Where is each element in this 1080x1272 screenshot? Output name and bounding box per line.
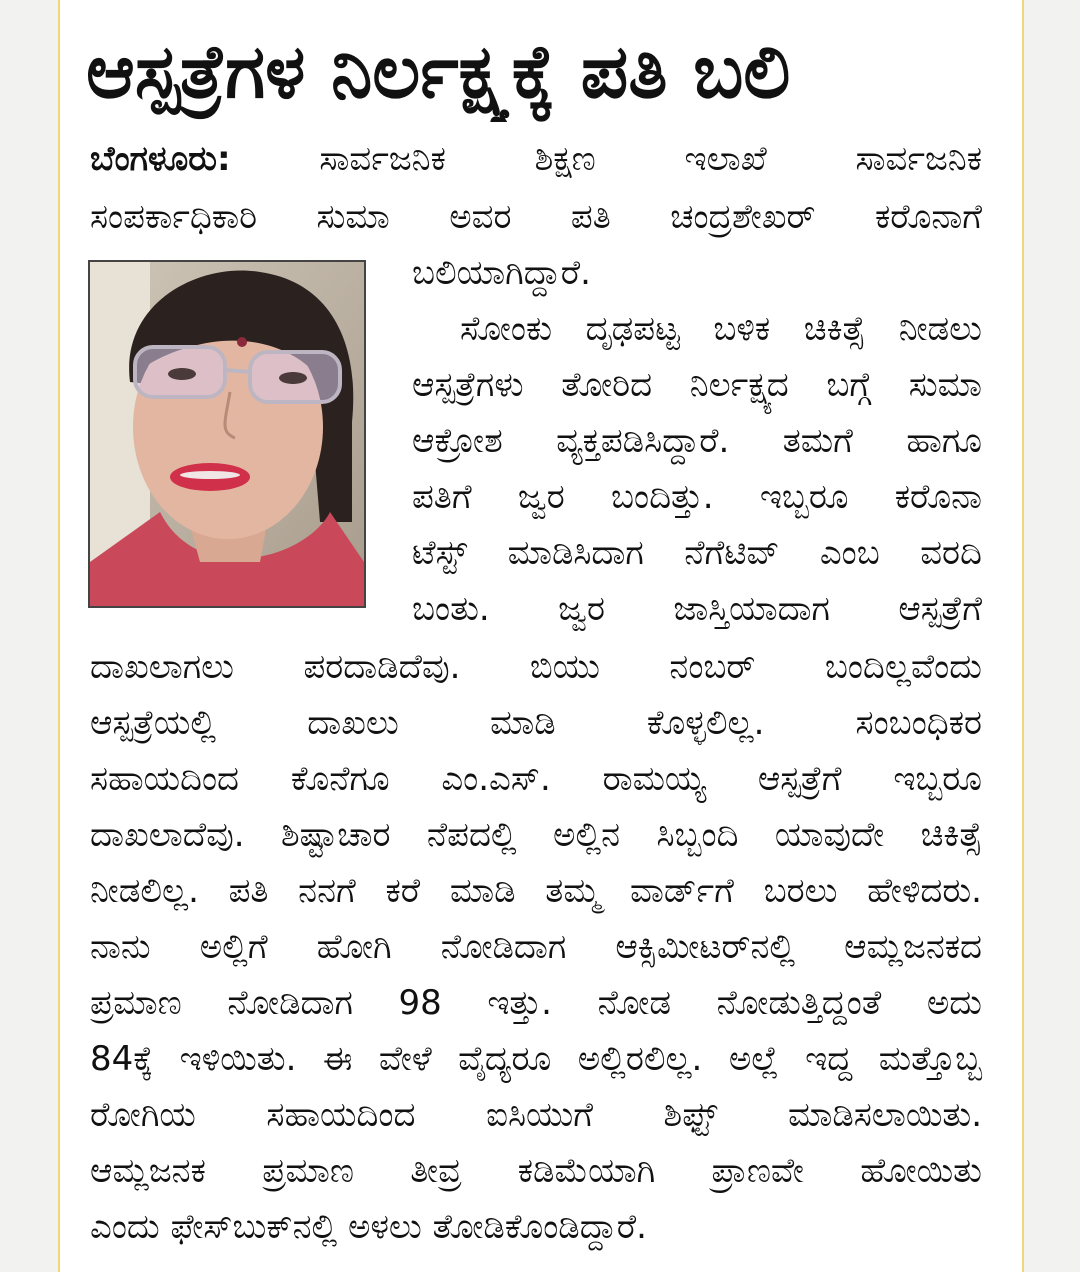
article-line-10: ದಾಖಲಾಗಲು ಪರದಾಡಿದೆವು. ಬಿಯು ನಂಬರ್ ಬಂದಿಲ್ಲವೆಂದು — [90, 647, 982, 687]
article-line-1 — [90, 132, 982, 186]
article-line-1-text: ಸಾರ್ವಜನಿಕ ಶಿಕ್ಷಣ ಇಲಾಖೆ ಸಾರ್ವಜನಿಕ — [319, 139, 983, 179]
article-line-11: ಆಸ್ಪತ್ರೆಯಲ್ಲಿ ದಾಖಲು ಮಾಡಿ ಕೊಳ್ಳಲಿಲ್ಲ. ಸಂಬಂಧಿಕರ — [90, 703, 982, 743]
article-line-20: ಎಂದು ಫೇಸ್‌ಬುಕ್‌ನಲ್ಲಿ ಅಳಲು ತೋಡಿಕೊಂಡಿದ್ದಾರೆ. — [90, 1207, 647, 1247]
article-line-18: ರೋಗಿಯ ಸಹಾಯದಿಂದ ಐಸಿಯುಗೆ ಶಿಫ್ಟ್ ಮಾಡಿಸಲಾಯಿತು. — [90, 1095, 982, 1135]
article-line-8: ಟೆಸ್ಟ್ ಮಾಡಿಸಿದಾಗ ನೆಗೆಟಿವ್ ಎಂಬ ವರದಿ — [412, 533, 982, 573]
article-line-17: 84ಕ್ಕೆ ಇಳಿಯಿತು. ಈ ವೇಳೆ ವೈದ್ಯರೂ ಅಲ್ಲಿರಲಿಲ್ಲ. ಅಲ್ಲೆ ಇದ್ದ ಮತ್ತೊಬ್ಬ — [90, 1039, 982, 1079]
article-line-16: ಪ್ರಮಾಣ ನೋಡಿದಾಗ 98 ಇತ್ತು. ನೋಡ ನೋಡುತ್ತಿದ್ದಂತೆ ಅದು — [90, 983, 982, 1023]
article-line-7: ಪತಿಗೆ ಜ್ವರ ಬಂದಿತ್ತು. ಇಬ್ಬರೂ ಕರೊನಾ — [412, 477, 982, 517]
article-line-14: ನೀಡಲಿಲ್ಲ. ಪತಿ ನನಗೆ ಕರೆ ಮಾಡಿ ತಮ್ಮ ವಾರ್ಡ್‌ಗೆ ಬರಲು ಹೇಳಿದರು. — [90, 871, 982, 911]
article-line-13: ದಾಖಲಾದೆವು. ಶಿಷ್ಟಾಚಾರ ನೆಪದಲ್ಲಿ ಅಲ್ಲಿನ ಸಿಬ್ಬಂದಿ ಯಾವುದೇ ಚಿಕಿತ್ಸೆ — [90, 815, 982, 855]
article-line-19: ಆಮ್ಲಜನಕ ಪ್ರಮಾಣ ತೀವ್ರ ಕಡಿಮೆಯಾಗಿ ಪ್ರಾಣವೇ ಹೋಯಿತು — [90, 1151, 982, 1191]
author-photo — [88, 260, 366, 608]
article-line-4: ಸೋಂಕು ದೃಢಪಟ್ಟ ಬಳಿಕ ಚಿಕಿತ್ಸೆ ನೀಡಲು — [460, 309, 982, 349]
article-line-6: ಆಕ್ರೋಶ ವ್ಯಕ್ತಪಡಿಸಿದ್ದಾರೆ. ತಮಗೆ ಹಾಗೂ — [412, 421, 982, 461]
article-line-15: ನಾನು ಅಲ್ಲಿಗೆ ಹೋಗಿ ನೋಡಿದಾಗ ಆಕ್ಸಿಮೀಟರ್‌ನಲ್ಲಿ ಆಮ್ಲಜನಕದ — [90, 927, 982, 967]
newspaper-clipping — [58, 0, 1024, 1272]
woman-portrait-image — [90, 262, 364, 606]
headline: ಆಸ್ಪತ್ರೆಗಳ ನಿರ್ಲಕ್ಷ್ಯಕ್ಕೆ ಪತಿ ಬಲಿ — [86, 29, 791, 115]
article-line-2: ಸಂಪರ್ಕಾಧಿಕಾರಿ ಸುಮಾ ಅವರ ಪತಿ ಚಂದ್ರಶೇಖರ್ ಕರೊನಾಗೆ — [90, 197, 982, 237]
article-line-12: ಸಹಾಯದಿಂದ ಕೊನೆಗೂ ಎಂ.ಎಸ್. ರಾಮಯ್ಯ ಆಸ್ಪತ್ರೆಗೆ ಇಬ್ಬರೂ — [90, 759, 982, 799]
article-line-3: ಬಲಿಯಾಗಿದ್ದಾರೆ. — [412, 253, 591, 293]
article-line-9: ಬಂತು. ಜ್ವರ ಜಾಸ್ತಿಯಾದಾಗ ಆಸ್ಪತ್ರೆಗೆ — [412, 589, 982, 629]
article-line-5: ಆಸ್ಪತ್ರೆಗಳು ತೋರಿದ ನಿರ್ಲಕ್ಷ್ಯದ ಬಗ್ಗೆ ಸುಮಾ — [412, 365, 982, 405]
dateline: ಬೆಂಗಳೂರು: — [90, 139, 231, 179]
